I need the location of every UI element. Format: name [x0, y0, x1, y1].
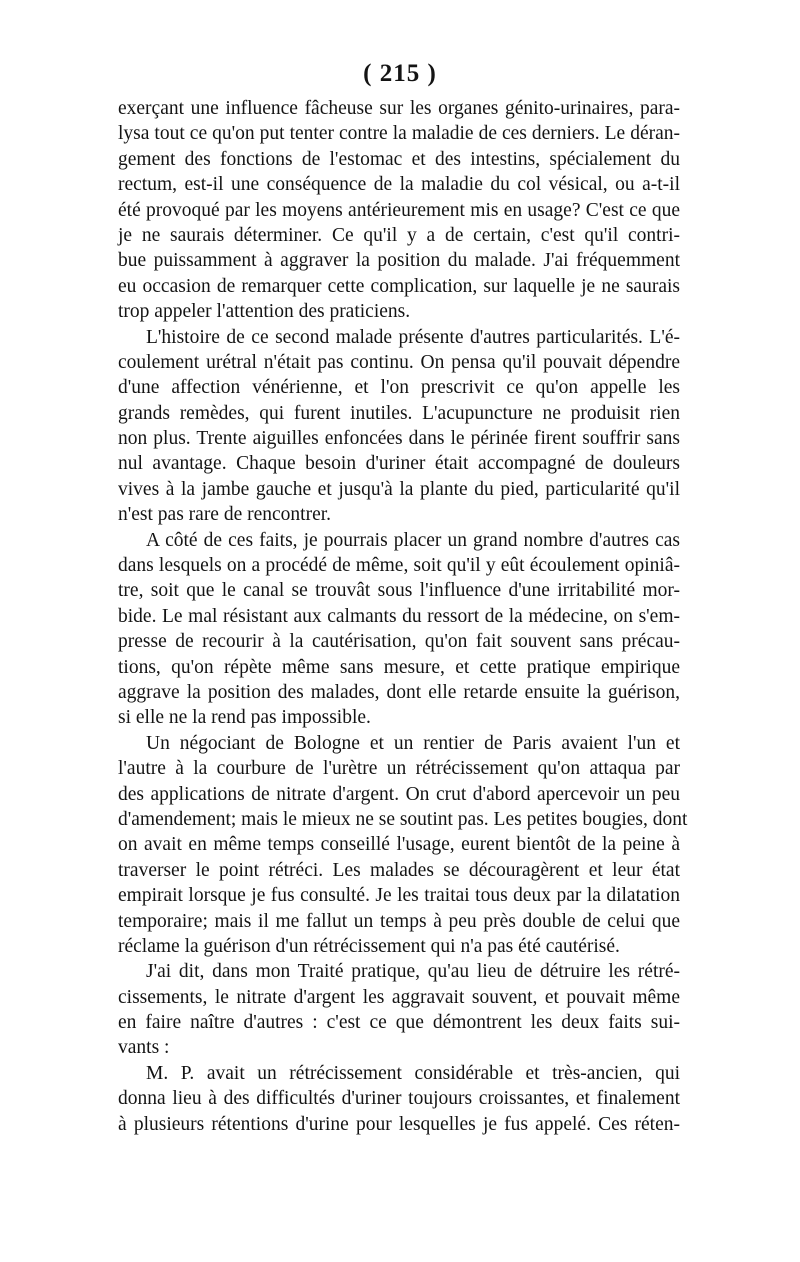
text-line: J'ai dit, dans mon Traité pratique, qu'au lieu de détruire les rétré-	[146, 961, 680, 983]
paragraph	[118, 96, 680, 325]
text-line: on avait en même temps conseillé l'usage, eurent bientôt de la peine à	[118, 834, 680, 856]
text-line: traverser le point rétréci. Les malades se découragèrent et leur état	[118, 859, 680, 881]
text-line: L'histoire de ce second malade présente d'autres particularités. L'é-	[146, 326, 680, 348]
text-line: cissements, le nitrate d'argent les aggravait souvent, et pouvait même	[118, 986, 680, 1008]
text-line: tions, qu'on répète même sans mesure, et cette pratique empirique	[118, 656, 680, 678]
text-line: dans lesquels on a procédé de même, soit qu'il y eût écoulement opiniâ-	[118, 555, 680, 577]
paragraph	[118, 528, 680, 731]
text-line: temporaire; mais il me fallut un temps à peu près double de celui que	[118, 910, 680, 932]
text-line: d'amendement; mais le mieux ne se soutint pas. Les petites bougies, dont	[118, 808, 688, 830]
text-line: d'une affection vénérienne, et l'on prescrivit ce qu'on appelle les	[118, 377, 680, 399]
text-line: des applications de nitrate d'argent. On crut d'abord apercevoir un peu	[118, 783, 680, 805]
text-line: coulement urétral n'était pas continu. On pensa qu'il pouvait dépendre	[118, 351, 680, 373]
text-line: gement des fonctions de l'estomac et des intestins, spécialement du	[118, 148, 680, 170]
text-line: l'autre à la courbure de l'urètre un rétrécissement qu'on attaqua par	[118, 758, 680, 780]
text-line: exerçant une influence fâcheuse sur les organes génito-urinaires, para-	[118, 98, 680, 119]
text-line: donna lieu à des difficultés d'uriner toujours croissantes, et finalement	[118, 1088, 680, 1110]
text-line: lysa tout ce qu'on put tenter contre la maladie de ces derniers. Le déran-	[118, 123, 680, 145]
text-line: aggrave la position des malades, dont elle retarde ensuite la guérison,	[118, 681, 680, 703]
text-line: A côté de ces faits, je pourrais placer un grand nombre d'autres cas	[146, 529, 680, 551]
paragraph	[118, 959, 680, 1061]
text-line: nul avantage. Chaque besoin d'uriner était accompagné de douleurs	[118, 453, 680, 475]
paragraph	[118, 731, 688, 960]
page-number: ( 215 )	[363, 60, 437, 87]
text-line: M. P. avait un rétrécissement considérable et très-ancien, qui	[146, 1062, 680, 1084]
text-line: à plusieurs rétentions d'urine pour lesquelles je fus appelé. Ces réten-	[118, 1113, 680, 1135]
text-line: bide. Le mal résistant aux calmants du ressort de la médecine, on s'em-	[118, 605, 680, 627]
text-line: en faire naître d'autres : c'est ce que démontrent les deux faits sui-	[118, 1012, 680, 1034]
text-line: tre, soit que le canal se trouvât sous l'influence d'une irritabilité mor-	[118, 580, 680, 602]
text-line: empirait lorsque je fus consulté. Je les traitai tous deux par la dilatation	[118, 885, 680, 907]
paragraph	[118, 1061, 680, 1137]
body-text	[118, 96, 688, 1137]
paragraph	[118, 325, 680, 528]
text-line: non plus. Trente aiguilles enfoncées dans le périnée firent souffrir sans	[118, 428, 680, 450]
text-line: trop appeler l'attention des praticiens.	[118, 301, 411, 323]
text-line: si elle ne la rend pas impossible.	[118, 707, 371, 729]
text-line: été provoqué par les moyens antérieurement mis en usage? C'est ce que	[118, 199, 680, 221]
text-line: je ne saurais déterminer. Ce qu'il y a de certain, c'est qu'il contri-	[118, 224, 680, 246]
text-line: eu occasion de remarquer cette complication, sur laquelle je ne saurais	[118, 275, 680, 297]
text-line: vives à la jambe gauche et jusqu'à la plante du pied, particularité qu'il	[118, 478, 680, 500]
text-line: rectum, est-il une conséquence de la maladie du col vésical, ou a-t-il	[118, 174, 680, 196]
text-line: Un négociant de Bologne et un rentier de Paris avaient l'un et	[146, 732, 680, 754]
text-line: vants :	[118, 1037, 170, 1059]
text-line: réclame la guérison d'un rétrécissement qui n'a pas été cautérisé.	[118, 935, 620, 957]
text-line: presse de recourir à la cautérisation, qu'on fait souvent sans précau-	[118, 631, 680, 653]
text-line: bue puissamment à aggraver la position du malade. J'ai fréquemment	[118, 250, 680, 272]
text-line: grands remèdes, qui furent inutiles. L'acupuncture ne produisit rien	[118, 402, 680, 424]
text-line: n'est pas rare de rencontrer.	[118, 504, 332, 526]
